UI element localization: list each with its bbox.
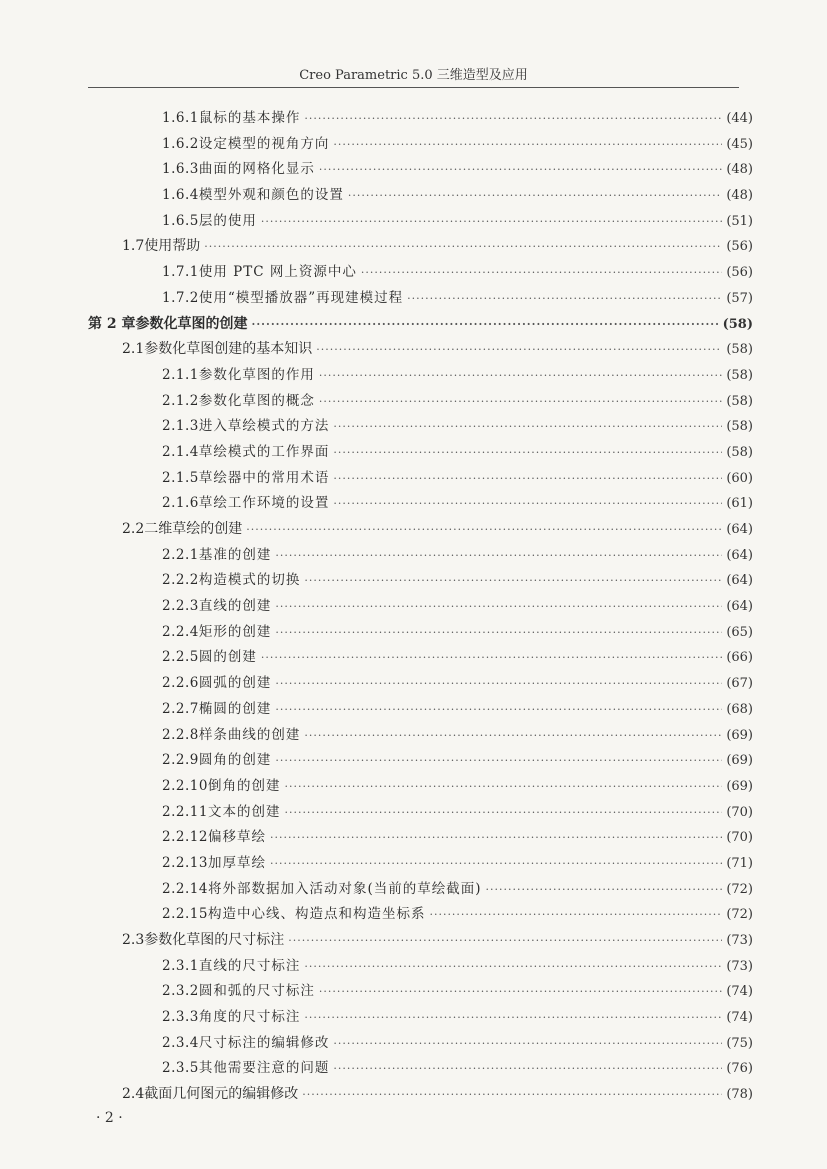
toc-entry-number: 2.3.1: [162, 957, 199, 974]
toc-entry-number: 2.2.3: [162, 598, 199, 615]
toc-entry-number: 1.6.3: [162, 161, 199, 178]
toc-entry-sub: [0, 594, 827, 620]
toc-entry-sub: [0, 851, 827, 877]
toc-entry-section: [0, 517, 827, 543]
toc-entry-page: (69): [726, 778, 753, 794]
dot-leader: [261, 209, 722, 235]
toc-entry-page: (64): [726, 522, 753, 537]
toc-entry-page: (57): [726, 290, 753, 306]
toc-entry-sub: [0, 440, 827, 466]
dot-leader: [407, 286, 722, 312]
dot-leader: [319, 389, 722, 415]
dot-leader: [333, 1031, 722, 1057]
toc-entry-sub: [0, 389, 827, 415]
toc-entry-title: 其他需要注意的问题: [198, 1060, 330, 1077]
dot-leader: [270, 825, 722, 851]
toc-entry-sub: [0, 723, 827, 749]
toc-entry-page: (72): [726, 881, 753, 897]
toc-entry-section: [0, 234, 827, 260]
toc-entry-title: 设定模型的视角方向: [198, 135, 330, 152]
toc-entry-number: 2.2.13: [162, 854, 208, 871]
dot-leader: [275, 671, 722, 697]
toc-entry-number: 2.1.5: [162, 469, 199, 486]
toc-entry-sub: [0, 902, 827, 928]
toc-entry-sub: [0, 157, 827, 183]
dot-leader: [486, 877, 723, 903]
dot-leader: [429, 902, 722, 928]
toc-entry-title: 鼠标的基本操作: [198, 110, 301, 126]
toc-entry-page: (56): [726, 239, 753, 255]
dot-leader: [288, 928, 722, 954]
toc-entry-number: 1.7.2: [162, 289, 199, 306]
dot-leader: [361, 260, 722, 286]
toc-entry-number: 1.6.4: [162, 187, 199, 204]
toc-entry-number: 2.1.6: [162, 495, 199, 512]
dot-leader: [252, 312, 719, 338]
dot-leader: [333, 1056, 722, 1082]
toc-entry-page: (73): [726, 958, 753, 974]
toc-entry-section: [0, 928, 827, 954]
toc-entry-page: (74): [726, 984, 753, 1000]
toc-entry-page: (66): [726, 650, 753, 666]
toc-entry-title: 基准的创建: [198, 546, 272, 563]
toc-entry-title: 进入草绘模式的方法: [198, 418, 330, 435]
toc-entry-page: (78): [726, 1087, 753, 1103]
toc-entry-number: 2.2.15: [162, 906, 208, 923]
toc-entry-sub: [0, 774, 827, 800]
dot-leader: [348, 183, 722, 209]
toc-entry-title: 角度的尺寸标注: [198, 1009, 301, 1026]
toc-entry-number: 2.1.1: [162, 366, 199, 383]
toc-entry-sub: [0, 260, 827, 286]
dot-leader: [316, 337, 722, 363]
dot-leader: [302, 1082, 722, 1108]
toc-entry-title: 构造模式的切换: [198, 572, 301, 589]
toc-entry-section: [0, 337, 827, 363]
toc-entry-number: 2.2.10: [162, 777, 208, 794]
dot-leader: [304, 1005, 722, 1031]
toc-entry-sub: [0, 543, 827, 569]
header-rule: [88, 87, 739, 88]
dot-leader: [275, 543, 722, 569]
toc-entry-sub: [0, 363, 827, 389]
toc-entry-title: 圆的创建: [198, 649, 257, 666]
toc-entry-page: (56): [726, 265, 753, 281]
toc-entry-sub: [0, 697, 827, 723]
toc-entry-page: (61): [726, 496, 753, 512]
toc-entry-title: 使用 PTC 网上资源中心: [198, 264, 357, 281]
toc-entry-page: (71): [726, 855, 753, 871]
toc-entry-sub: [0, 1056, 827, 1082]
dot-leader: [275, 697, 722, 723]
toc-entry-page: (58): [726, 367, 753, 383]
toc-entry-page: (48): [726, 188, 753, 204]
toc-entry-title: 尺寸标注的编辑修改: [198, 1034, 330, 1051]
toc-entry-page: (75): [726, 1035, 753, 1051]
toc-entry-sub: [0, 183, 827, 209]
toc-entry-number: 2.3.3: [162, 1009, 199, 1026]
toc-entry-sub: [0, 979, 827, 1005]
dot-leader: [270, 851, 722, 877]
toc-entry-title: 草绘器中的常用术语: [198, 469, 330, 486]
toc-entry-page: (51): [726, 213, 753, 229]
toc-entry-title: 层的使用: [198, 212, 257, 229]
toc-entry-title: 参数化草图的概念: [198, 392, 315, 409]
toc-entry-sub: [0, 414, 827, 440]
toc-entry-page: (58): [726, 342, 753, 358]
toc-entry-title: 矩形的创建: [198, 623, 272, 640]
toc-entry-page: (68): [726, 701, 753, 717]
toc-entry-number: 1.6.5: [162, 212, 199, 229]
toc-entry-page: (65): [726, 624, 753, 640]
toc-entry-page: (58): [726, 444, 753, 460]
toc-entry-title: 草绘模式的工作界面: [198, 443, 330, 460]
toc-entry-title: 二维草绘的创建: [144, 521, 243, 537]
toc-entry-number: 2.2: [122, 521, 145, 537]
toc-entry-title: 使用“模型播放器”再现建模过程: [198, 289, 404, 306]
toc-entry-number: 2.2.1: [162, 546, 199, 563]
toc-entry-page: (58): [722, 316, 753, 332]
toc-entry-number: 2.2.11: [162, 803, 208, 820]
toc-entry-page: (72): [726, 907, 753, 923]
toc-entry-page: (60): [726, 470, 753, 486]
toc-entry-page: (58): [726, 393, 753, 409]
toc-entry-sub: [0, 620, 827, 646]
toc-entry-title: 使用帮助: [144, 238, 201, 255]
toc-entry-page: (73): [726, 933, 753, 948]
toc-entry-number: 2.1: [122, 341, 145, 358]
toc-entry-page: (70): [726, 830, 753, 846]
dot-leader: [333, 466, 722, 492]
toc-entry-number: 1.7: [122, 238, 145, 255]
toc-entry-title: 圆弧的创建: [198, 675, 272, 692]
toc-entry-number: 2.2.12: [162, 829, 208, 846]
toc-entry-sub: [0, 800, 827, 826]
toc-entry-title: 圆角的创建: [198, 752, 272, 769]
toc-entry-chapter: [0, 312, 827, 338]
toc-entry-number: 2.2.14: [162, 880, 208, 897]
toc-entry-title: 直线的创建: [198, 598, 272, 615]
toc-entry-title: 参数化草图创建的基本知识: [144, 341, 313, 358]
toc-entry-sub: [0, 209, 827, 235]
dot-leader: [304, 954, 722, 980]
toc-entry-title: 参数化草图的尺寸标注: [144, 932, 285, 948]
dot-leader: [304, 723, 722, 749]
toc-entry-page: (69): [726, 753, 753, 769]
toc-entry-title: 加厚草绘: [207, 854, 266, 871]
toc-entry-page: (67): [726, 676, 753, 692]
toc-entry-title: 截面几何图元的编辑修改: [144, 1086, 299, 1103]
toc-entry-number: 2.2.6: [162, 675, 199, 692]
dot-leader: [275, 748, 722, 774]
toc-entry-page: (74): [726, 1010, 753, 1026]
toc-entry-title: 圆和弧的尺寸标注: [198, 983, 315, 1000]
dot-leader: [275, 620, 722, 646]
dot-leader: [319, 363, 722, 389]
toc-entry-sub: [0, 748, 827, 774]
toc-entry-sub: [0, 132, 827, 158]
toc-entry-number: 2.1.3: [162, 418, 199, 435]
toc-entry-title: 偏移草绘: [207, 829, 266, 846]
toc-entry-page: (64): [726, 547, 753, 563]
toc-entry-number: 2.2.5: [162, 649, 199, 666]
toc-entry-sub: [0, 645, 827, 671]
toc-entry-title: 模型外观和颜色的设置: [198, 187, 344, 204]
toc-entry-page: (70): [726, 804, 753, 820]
toc-entry-title: 草绘工作环境的设置: [198, 495, 330, 512]
toc-entry-number: 2.2.9: [162, 752, 199, 769]
toc-entry-sub: [0, 954, 827, 980]
toc-entry-number: 2.3: [122, 932, 145, 948]
dot-leader: [304, 568, 722, 594]
toc-entry-title: 文本的创建: [207, 803, 281, 820]
dot-leader: [333, 440, 722, 466]
toc-entry-number: 2.2.2: [162, 572, 199, 589]
toc-entry-title: 构造中心线、构造点和构造坐标系: [207, 906, 426, 923]
dot-leader: [261, 645, 722, 671]
toc-entry-sub: [0, 568, 827, 594]
toc-entry-number: 2.2.4: [162, 623, 199, 640]
toc-entry-number: 1.7.1: [162, 264, 199, 281]
toc-entry-title: 直线的尺寸标注: [198, 957, 301, 974]
toc-entry-sub: [0, 877, 827, 903]
toc-entry-title: 参数化草图的作用: [198, 366, 315, 383]
toc-entry-section: [0, 1082, 827, 1108]
toc-entry-page: (69): [726, 727, 753, 743]
toc-entry-title: 将外部数据加入活动对象(当前的草绘截面): [207, 880, 482, 897]
toc-entry-title: 曲面的网格化显示: [198, 161, 315, 178]
toc-entry-number: 1.6.1: [162, 110, 199, 126]
dot-leader: [304, 106, 722, 132]
toc-entry-number: 1.6.2: [162, 135, 199, 152]
toc-entry-page: (48): [726, 162, 753, 178]
toc-entry-title: 样条曲线的创建: [198, 726, 301, 743]
toc-entry-sub: [0, 1005, 827, 1031]
dot-leader: [319, 157, 722, 183]
toc-entry-number: 第 2 章: [88, 315, 136, 332]
toc-entry-sub: [0, 1031, 827, 1057]
dot-leader: [284, 774, 722, 800]
toc-entry-number: 2.1.2: [162, 392, 199, 409]
toc-entry-page: (64): [726, 599, 753, 615]
table-of-contents: [0, 106, 827, 1108]
toc-entry-number: 2.1.4: [162, 443, 199, 460]
dot-leader: [319, 979, 722, 1005]
toc-entry-title: 倒角的创建: [207, 777, 281, 794]
toc-entry-sub: [0, 671, 827, 697]
toc-entry-sub: [0, 466, 827, 492]
toc-entry-sub: [0, 825, 827, 851]
dot-leader: [204, 234, 722, 260]
toc-entry-number: 2.2.7: [162, 700, 199, 717]
toc-entry-page: (45): [726, 136, 753, 152]
toc-entry-number: 2.3.4: [162, 1034, 199, 1051]
dot-leader: [333, 414, 722, 440]
toc-entry-sub: [0, 286, 827, 312]
toc-entry-title: 椭圆的创建: [198, 700, 272, 717]
running-header: Creo Parametric 5.0 三维造型及应用: [299, 68, 528, 83]
toc-entry-page: (44): [726, 111, 753, 126]
dot-leader: [284, 800, 722, 826]
toc-entry-page: (64): [726, 573, 753, 589]
toc-entry-page: (76): [726, 1061, 753, 1077]
toc-entry-number: 2.4: [122, 1086, 145, 1103]
toc-entry-sub: [0, 491, 827, 517]
dot-leader: [333, 132, 722, 158]
toc-entry-number: 2.3.2: [162, 983, 199, 1000]
dot-leader: [275, 594, 722, 620]
page-number: · 2 ·: [96, 1110, 123, 1126]
toc-entry-number: 2.2.8: [162, 726, 199, 743]
toc-entry-page: (58): [726, 419, 753, 435]
dot-leader: [246, 517, 722, 543]
toc-entry-sub: [0, 106, 827, 132]
toc-entry-number: 2.3.5: [162, 1060, 199, 1077]
dot-leader: [333, 491, 722, 517]
toc-entry-title: 参数化草图的创建: [135, 315, 248, 332]
